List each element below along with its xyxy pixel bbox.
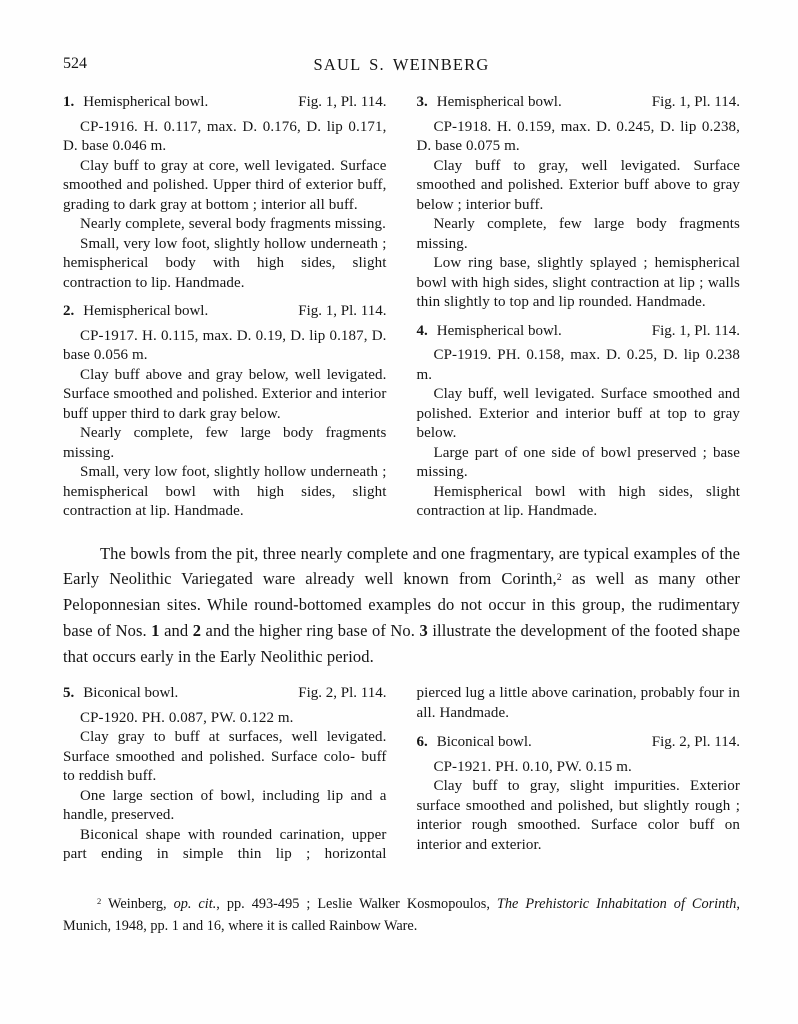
entry-title: Biconical bowl. <box>83 685 179 702</box>
entry-figure-ref: Fig. 1, Pl. 114. <box>651 94 740 110</box>
entry-measurements: CP-1920. PH. 0.087, PW. 0.122 m. <box>80 709 294 726</box>
column-right-bottom <box>417 684 741 865</box>
entry-number: 6. <box>416 734 428 751</box>
entry-title: Hemispherical bowl. <box>436 94 562 110</box>
column-left-bottom <box>63 684 387 865</box>
footnote: $^2$ Weinberg, op. cit., pp. 493-495 ; Leslie Walker Kosmopoulos, The Prehistoric Inhabitation of Corinth, Munich, 1948, pp. 1 and 16, where it is called Rainbow Ware. <box>63 895 740 934</box>
entry-paragraph: Clay buff above and gray below, well levigated. Surface smoothed and polished. Exterior and interior buff upper third to dark gray below. <box>63 366 387 422</box>
running-title: SAUL S. WEINBERG <box>313 55 490 74</box>
entry-number: 1. <box>63 94 75 110</box>
entry-figure-ref: Fig. 1, Pl. 114. <box>298 303 387 319</box>
catalog-section-top <box>63 93 740 522</box>
entry-paragraph: One large section of bowl, including lip and a handle, preserved. <box>63 787 387 824</box>
entry-paragraph: Low ring base, slightly splayed ; hemispherical bowl with high sides, slight contraction at lip ; walls thin slightly to top and lip rounded. Handmade. <box>416 255 740 310</box>
entry-heading <box>63 302 387 322</box>
entry-heading <box>63 684 387 704</box>
entry-title: Hemispherical bowl. <box>83 303 209 319</box>
entry-figure-ref: Fig. 1, Pl. 114. <box>298 94 387 110</box>
entry-number: 5. <box>63 685 75 702</box>
entry-heading <box>417 93 741 113</box>
catalog-entry-5 <box>63 684 387 865</box>
entry-measurements: CP-1919. PH. 0.158, max. D. 0.25, D. lip 0.238 m. <box>416 347 740 383</box>
entry-paragraph: Clay buff, well levigated. Surface smoothed and polished. Exterior and interior buff at top to gray below. <box>416 386 740 441</box>
entry-paragraph: Clay buff to gray at core, well levigated. Surface smoothed and polished. Upper third of exterior buff, grading to dark gray at bottom ; interior all buff. <box>63 157 387 213</box>
entry-measurements: CP-1917. H. 0.115, max. D. 0.19, D. lip 0.187, D. base 0.056 m. <box>63 327 387 363</box>
body-paragraph: The bowls from the pit, three nearly complete and one fragmentary, are typical examples of the Early Neolithic Variegated ware already well known from Corinth,$^2$ as well as many other Peloponnesian sites. While round-bottomed examples do not occur in this group, the rudimentary base of Nos. 1 and 2 and the higher ring base of No. 3 illustrate the development of the footed shape that occurs early in the Early Neolithic period. <box>63 543 740 666</box>
entry-figure-ref: Fig. 1, Pl. 114. <box>651 322 740 339</box>
entry-measurements: CP-1921. PH. 0.10, PW. 0.15 m. <box>433 758 632 775</box>
catalog-entry-2 <box>63 302 387 522</box>
catalog-section-bottom <box>63 684 740 865</box>
entry-number: 2. <box>63 303 75 319</box>
entry-paragraph: Nearly complete, few large body fragments missing. <box>63 425 387 461</box>
entry-heading <box>63 93 387 113</box>
catalog-entry-3 <box>417 93 741 313</box>
catalog-entry-6 <box>417 733 741 855</box>
entry-paragraph: Small, very low foot, slightly hollow underneath ; hemispherical body with high sides, slight contraction to lip. Handmade. <box>63 235 387 291</box>
entry-number: 3. <box>416 94 428 110</box>
entry-paragraph: Nearly complete, several body fragments missing. <box>80 216 386 232</box>
catalog-entry-1 <box>63 93 387 293</box>
entry-number: 4. <box>416 322 428 339</box>
entry-paragraph: Large part of one side of bowl preserved ; base missing. <box>416 444 740 480</box>
entry-paragraph: Small, very low foot, slightly hollow underneath ; hemispherical bowl with high sides, slight contraction at lip. Handmade. <box>63 464 387 519</box>
entry-paragraph: Biconical shape with rounded carination, upper part ending in simple thin lip ; horizontal <box>63 826 387 863</box>
entry-heading <box>417 733 741 753</box>
entry-title: Biconical bowl. <box>436 734 532 751</box>
entry-paragraph: Clay buff to gray, well levigated. Surface smoothed and polished. Exterior buff above to gray below ; interior buff. <box>416 157 740 213</box>
page-header <box>63 55 740 76</box>
catalog-entry-4 <box>417 322 741 522</box>
entry-title: Hemispherical bowl. <box>436 322 562 339</box>
entry-paragraph: Clay gray to buff at surfaces, well levigated. Surface smoothed and polished. Surface colo- buff to reddish buff. <box>63 729 387 785</box>
entry-measurements: CP-1916. H. 0.117, max. D. 0.176, D. lip 0.171, D. base 0.046 m. <box>63 118 387 154</box>
column-right-top <box>417 93 741 522</box>
entry-title: Hemispherical bowl. <box>83 94 209 110</box>
entry-paragraph: Clay buff to gray, slight impurities. Exterior surface smoothed and polished, but slightly rough ; interior rough smoothed. Surface color buff on interior and exterior. <box>416 778 740 853</box>
page-number: 524 <box>63 55 87 72</box>
entry-measurements: CP-1918. H. 0.159, max. D. 0.245, D. lip 0.238, D. base 0.075 m. <box>416 118 740 154</box>
entry-paragraph: Nearly complete, few large body fragments missing. <box>416 216 740 252</box>
entry-figure-ref: Fig. 2, Pl. 114. <box>651 734 740 751</box>
entry-heading <box>417 322 741 342</box>
entry-continuation: pierced lug a little above carination, probably four in all. Handmade. <box>416 685 740 721</box>
entry-figure-ref: Fig. 2, Pl. 114. <box>298 685 387 702</box>
column-left-top <box>63 93 387 522</box>
entry-paragraph: Hemispherical bowl with high sides, slight contraction at lip. Handmade. <box>416 483 740 519</box>
